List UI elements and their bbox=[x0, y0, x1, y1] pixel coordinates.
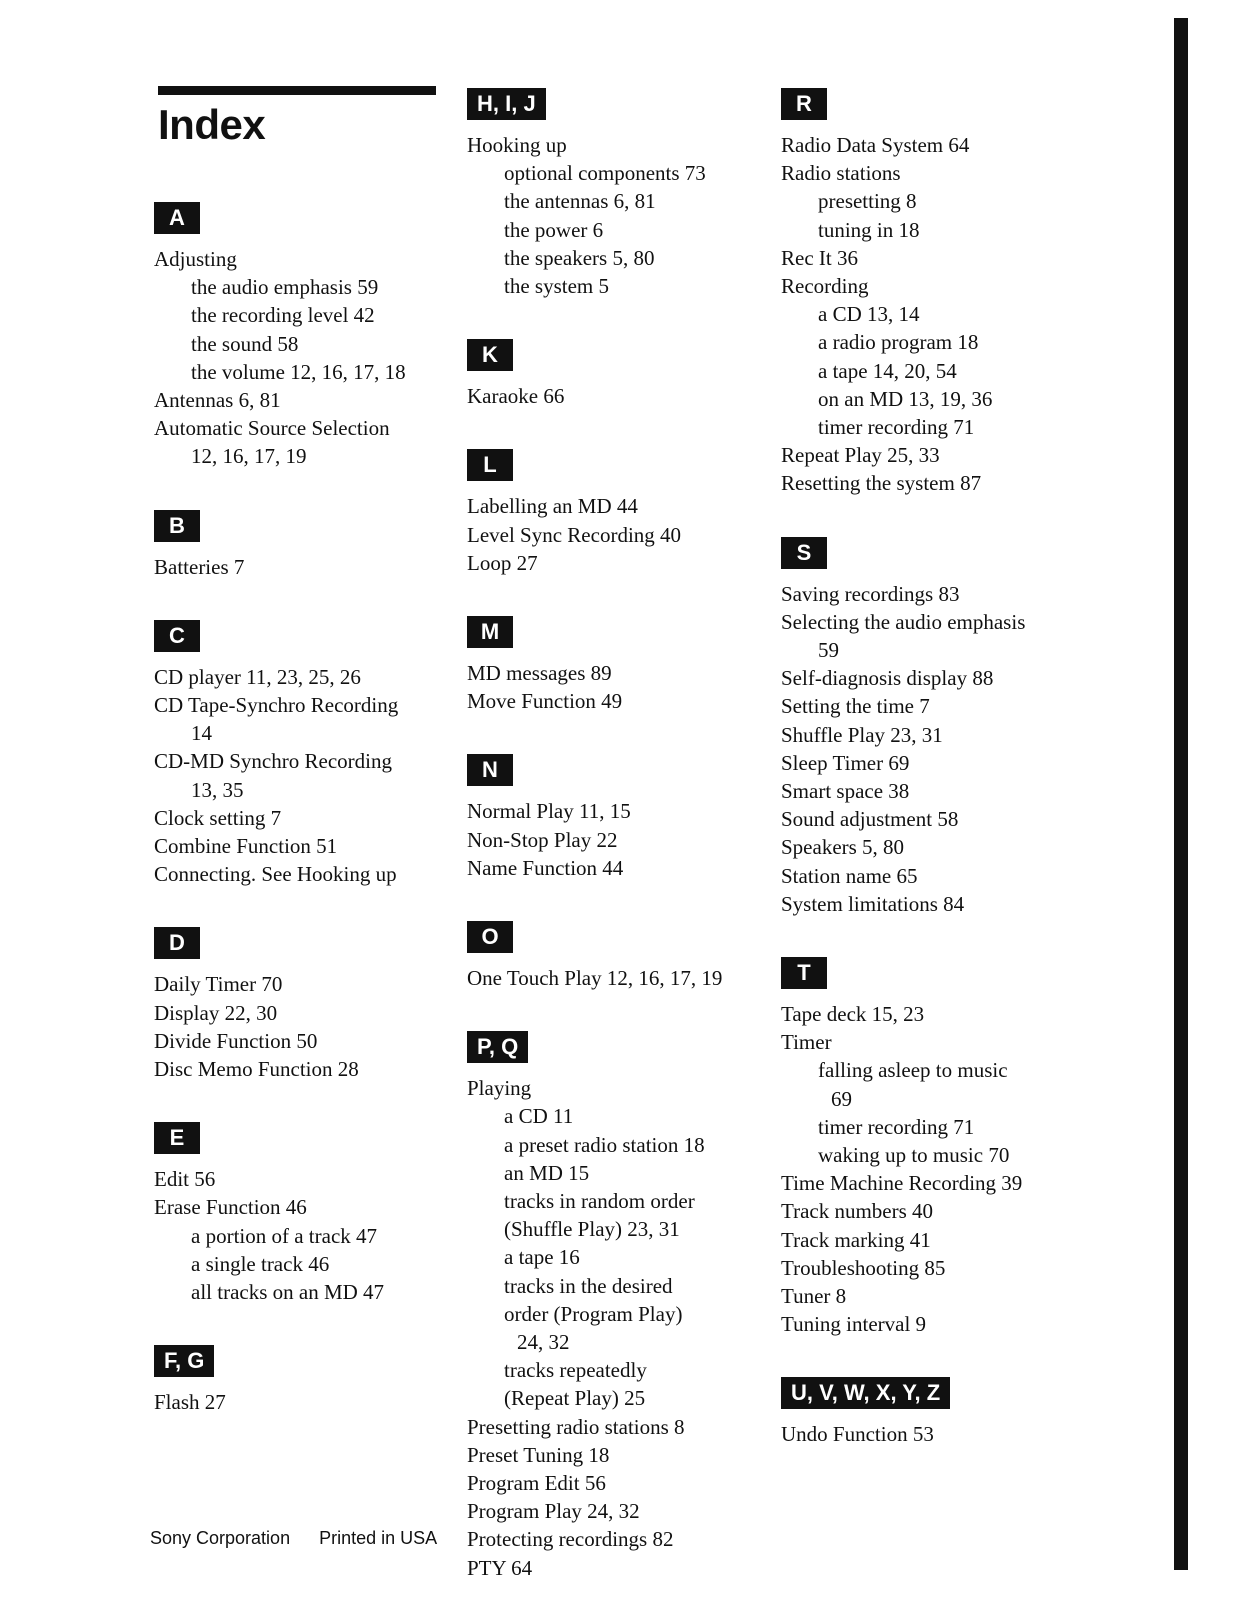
index-entry: CD-MD Synchro Recording bbox=[154, 749, 392, 774]
index-subentry: the audio emphasis 59 bbox=[191, 275, 379, 300]
section-letter-badge: U, V, W, X, Y, Z bbox=[781, 1377, 950, 1409]
index-entry: Radio stations bbox=[781, 161, 901, 186]
index-entry: One Touch Play 12, 16, 17, 19 bbox=[467, 966, 723, 990]
index-entry: Automatic Source Selection bbox=[154, 416, 390, 441]
index-subentry: a CD 11 bbox=[504, 1104, 574, 1129]
index-subentry: a tape 16 bbox=[504, 1245, 580, 1270]
index-subentry: 69 bbox=[831, 1086, 852, 1111]
index-entry: CD player 11, 23, 25, 26 bbox=[154, 664, 361, 689]
index-subentry: the recording level 42 bbox=[191, 303, 375, 328]
index-entry: MD messages 89 bbox=[467, 661, 612, 685]
index-subentry: a tape 14, 20, 54 bbox=[818, 358, 957, 383]
index-subentry: the antennas 6, 81 bbox=[504, 189, 656, 214]
index-entry: Non-Stop Play 22 bbox=[467, 827, 618, 852]
index-subentry: (Repeat Play) 25 bbox=[504, 1386, 646, 1411]
section-letter-badge: N bbox=[467, 754, 513, 786]
index-subentry: the system 5 bbox=[504, 274, 609, 298]
index-entry: Erase Function 46 bbox=[154, 1195, 307, 1220]
index-entry: Flash 27 bbox=[154, 1390, 226, 1415]
index-subentry: timer recording 71 bbox=[818, 1114, 975, 1139]
index-subentry: 24, 32 bbox=[517, 1330, 570, 1354]
index-entry: Smart space 38 bbox=[781, 779, 910, 803]
index-entry: Program Edit 56 bbox=[467, 1471, 606, 1495]
index-entry: Sleep Timer 69 bbox=[781, 750, 910, 775]
index-entry: Station name 65 bbox=[781, 863, 918, 888]
section-letter-badge: H, I, J bbox=[467, 88, 546, 120]
index-entry: Tuning interval 9 bbox=[781, 1312, 927, 1337]
index-subentry: optional components 73 bbox=[504, 161, 706, 186]
index-entry: Edit 56 bbox=[154, 1167, 216, 1192]
index-entry: Antennas 6, 81 bbox=[154, 388, 281, 412]
section-letter-badge: D bbox=[154, 927, 200, 959]
index-entry: Selecting the audio emphasis bbox=[781, 609, 1026, 634]
index-subentry: an MD 15 bbox=[504, 1160, 590, 1185]
index-subentry: falling asleep to music bbox=[818, 1058, 1008, 1083]
index-entry: Speakers 5, 80 bbox=[781, 835, 905, 860]
index-entry: Undo Function 53 bbox=[781, 1422, 934, 1447]
title-rule bbox=[158, 86, 436, 95]
index-entry: Shuffle Play 23, 31 bbox=[781, 722, 943, 747]
index-subentry: on an MD 13, 19, 36 bbox=[818, 386, 993, 411]
index-entry: Batteries 7 bbox=[154, 554, 245, 579]
section-letter-badge: F, G bbox=[154, 1345, 214, 1377]
index-entry: Resetting the system 87 bbox=[781, 471, 982, 496]
index-entry: Repeat Play 25, 33 bbox=[781, 443, 940, 468]
index-subentry: a portion of a track 47 bbox=[191, 1223, 378, 1248]
index-subentry: (Shuffle Play) 23, 31 bbox=[504, 1217, 680, 1242]
index-entry: System limitations 84 bbox=[781, 891, 965, 916]
page-edge-bar bbox=[1174, 18, 1188, 1570]
index-subentry: a preset radio station 18 bbox=[504, 1132, 705, 1157]
index-subentry: 14 bbox=[191, 721, 212, 746]
index-entry: Troubleshooting 85 bbox=[781, 1255, 946, 1280]
index-entry: Display 22, 30 bbox=[154, 1000, 278, 1025]
index-entry: Self-diagnosis display 88 bbox=[781, 666, 994, 691]
section-letter-badge: P, Q bbox=[467, 1031, 528, 1063]
index-subentry: a single track 46 bbox=[191, 1251, 330, 1276]
footer-company: Sony Corporation bbox=[150, 1528, 291, 1548]
index-subentry: tracks in random order bbox=[504, 1189, 695, 1213]
index-entry: Level Sync Recording 40 bbox=[467, 522, 682, 547]
index-entry: Move Function 49 bbox=[467, 689, 623, 714]
index-entry: Normal Play 11, 15 bbox=[467, 799, 631, 824]
index-subentry: 12, 16, 17, 19 bbox=[191, 444, 307, 469]
index-entry: Hooking up bbox=[467, 133, 567, 157]
index-entry: Adjusting bbox=[154, 247, 237, 271]
index-subentry: tracks in the desired bbox=[504, 1273, 673, 1298]
section-letter-badge: L bbox=[467, 449, 513, 481]
section-letter-badge: E bbox=[154, 1122, 200, 1154]
section-letter-badge: S bbox=[781, 537, 827, 569]
index-entry: CD Tape-Synchro Recording bbox=[154, 693, 399, 717]
section-letter-badge: M bbox=[467, 616, 513, 648]
index-subentry: a CD 13, 14 bbox=[818, 302, 920, 327]
index-entry: Daily Timer 70 bbox=[154, 972, 283, 997]
index-entry: Presetting radio stations 8 bbox=[467, 1414, 685, 1439]
index-entry: Preset Tuning 18 bbox=[467, 1442, 610, 1467]
index-entry: Saving recordings 83 bbox=[781, 581, 960, 606]
index-entry: Recording bbox=[781, 274, 869, 298]
index-subentry: a radio program 18 bbox=[818, 330, 979, 355]
index-entry: Setting the time 7 bbox=[781, 694, 930, 719]
index-subentry: order (Program Play) bbox=[504, 1301, 683, 1326]
index-entry: Sound adjustment 58 bbox=[781, 807, 959, 832]
section-letter-badge: B bbox=[154, 510, 200, 542]
index-entry: Time Machine Recording 39 bbox=[781, 1171, 1023, 1196]
index-subentry: the power 6 bbox=[504, 217, 604, 242]
index-entry: Program Play 24, 32 bbox=[467, 1499, 640, 1524]
index-subentry: timer recording 71 bbox=[818, 415, 975, 439]
index-entry: Track marking 41 bbox=[781, 1227, 931, 1252]
index-subentry: tuning in 18 bbox=[818, 217, 920, 242]
index-subentry: waking up to music 70 bbox=[818, 1143, 1010, 1167]
section-letter-badge: C bbox=[154, 620, 200, 652]
index-entry: Name Function 44 bbox=[467, 855, 624, 880]
index-subentry: the speakers 5, 80 bbox=[504, 245, 655, 270]
index-entry: Combine Function 51 bbox=[154, 834, 338, 858]
index-entry: Disc Memo Function 28 bbox=[154, 1057, 359, 1081]
index-entry: Loop 27 bbox=[467, 550, 538, 575]
index-entry: Labelling an MD 44 bbox=[467, 494, 638, 519]
section-letter-badge: K bbox=[467, 339, 513, 371]
index-subentry: all tracks on an MD 47 bbox=[191, 1280, 385, 1304]
section-letter-badge: T bbox=[781, 957, 827, 989]
index-entry: Connecting. See Hooking up bbox=[154, 862, 397, 887]
index-subentry: tracks repeatedly bbox=[504, 1358, 647, 1383]
index-subentry: the volume 12, 16, 17, 18 bbox=[191, 359, 406, 384]
footer bbox=[150, 1528, 461, 1549]
index-entry: Tape deck 15, 23 bbox=[781, 1002, 925, 1026]
index-entry: Divide Function 50 bbox=[154, 1028, 318, 1053]
footer-printed: Printed in USA bbox=[319, 1528, 438, 1548]
section-letter-badge: R bbox=[781, 88, 827, 120]
section-letter-badge: A bbox=[154, 202, 200, 234]
index-entry: PTY 64 bbox=[467, 1555, 533, 1580]
index-subentry: presetting 8 bbox=[818, 189, 917, 214]
index-entry: Playing bbox=[467, 1076, 532, 1101]
index-subentry: 13, 35 bbox=[191, 777, 244, 802]
index-entry: Clock setting 7 bbox=[154, 805, 282, 830]
page-title: Index bbox=[158, 101, 266, 148]
index-entry: Tuner 8 bbox=[781, 1284, 847, 1308]
index-entry: Karaoke 66 bbox=[467, 384, 565, 409]
index-entry: Timer bbox=[781, 1030, 832, 1055]
index-entry: Rec It 36 bbox=[781, 245, 858, 270]
index-entry: Track numbers 40 bbox=[781, 1199, 934, 1224]
index-entry: Protecting recordings 82 bbox=[467, 1527, 674, 1552]
index-subentry: the sound 58 bbox=[191, 331, 299, 356]
section-letter-badge: O bbox=[467, 921, 513, 953]
index-subentry: 59 bbox=[818, 638, 839, 662]
index-entry: Radio Data System 64 bbox=[781, 133, 970, 157]
